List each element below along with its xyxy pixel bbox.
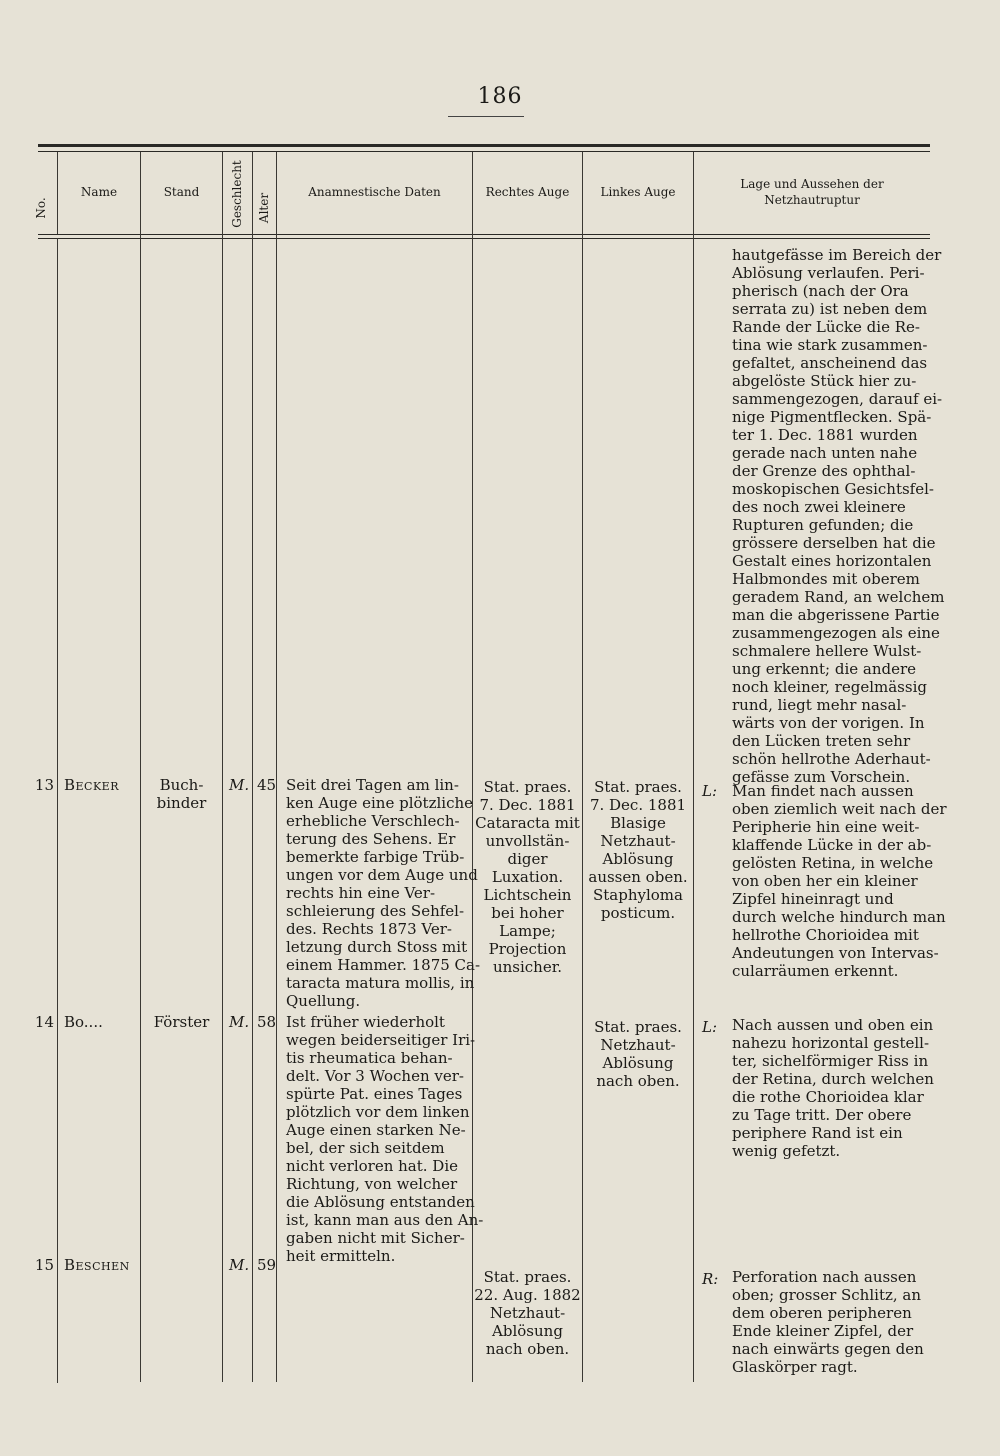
- row13-lage: [732, 782, 947, 980]
- linkes-auge-line: Stat. praes.: [594, 1018, 682, 1036]
- lage-line: ter, sichelförmiger Riss in: [732, 1052, 929, 1070]
- rechtes-auge-line: nach oben.: [485, 1340, 570, 1358]
- anamnese-line: des. Rechts 1873 Ver-: [286, 920, 452, 938]
- lage-line: nahezu horizontal gestell-: [732, 1034, 930, 1052]
- lage-line: zu Tage tritt. Der obere: [732, 1106, 912, 1124]
- anamnese-line: erhebliche Verschlech-: [286, 812, 460, 830]
- row15-sex: M.: [229, 1256, 250, 1274]
- row14-linkes-auge: [583, 1018, 693, 1090]
- anamnese-line: einem Hammer. 1875 Ca-: [286, 956, 481, 974]
- anamnese-line: bel, der sich seitdem: [286, 1139, 445, 1157]
- page-number-rule: [448, 116, 524, 117]
- row15-age: 59: [257, 1256, 277, 1274]
- page-number: 186: [477, 84, 523, 109]
- linkes-auge-line: Ablösung: [602, 1054, 674, 1072]
- lage-line: hellrothe Chorioidea mit: [732, 926, 919, 944]
- row14-no: 14: [34, 1013, 54, 1031]
- lage-line: nach einwärts gegen den: [732, 1340, 924, 1358]
- lage-line: Perforation nach aussen: [732, 1268, 917, 1286]
- linkes-auge-line: 7. Dec. 1881: [589, 796, 687, 814]
- header-rechtes-auge: Rechtes Auge: [485, 185, 570, 199]
- row14-side: L:: [702, 1018, 718, 1036]
- row15-name: Beschen: [64, 1256, 130, 1274]
- row15-side: R:: [702, 1270, 719, 1288]
- rechtes-auge-line: Lampe;: [499, 922, 556, 940]
- continuation-line: schön hellrothe Aderhaut-: [732, 750, 931, 768]
- linkes-auge-line: Staphyloma: [593, 886, 683, 904]
- anamnese-line: Auge einen starken Ne-: [286, 1121, 466, 1139]
- column-divider: [693, 152, 694, 1382]
- anamnese-line: die Ablösung entstanden: [286, 1193, 475, 1211]
- row13-age: 45: [257, 776, 277, 794]
- continuation-line: Ablösung verlaufen. Peri-: [732, 264, 925, 282]
- rechtes-auge-line: Luxation.: [491, 868, 564, 886]
- lage-line: periphere Rand ist ein: [732, 1124, 903, 1142]
- rechtes-auge-line: 22. Aug. 1882: [474, 1286, 581, 1304]
- table-header-rule: [38, 234, 930, 235]
- anamnese-line: ungen vor dem Auge und: [286, 866, 478, 884]
- anamnese-line: Seit drei Tagen am lin-: [286, 776, 459, 794]
- lage-line: cularräumen erkennt.: [732, 962, 899, 980]
- rechtes-auge-line: Cataracta mit: [475, 814, 580, 832]
- continuation-line: man die abgerissene Partie: [732, 606, 940, 624]
- row14-sex: M.: [229, 1013, 250, 1031]
- linkes-auge-line: nach oben.: [596, 1072, 680, 1090]
- lage-line: Ende kleiner Zipfel, der: [732, 1322, 914, 1340]
- rechtes-auge-line: Stat. praes.: [483, 1268, 572, 1286]
- lage-line: gelösten Retina, in welche: [732, 854, 934, 872]
- continuation-line: zusammengezogen als eine: [732, 624, 940, 642]
- anamnese-line: tis rheumatica behan-: [286, 1049, 453, 1067]
- row13-linkes-auge: [583, 778, 693, 922]
- anamnese-line: terung des Sehens. Er: [286, 830, 456, 848]
- header-lage: [694, 176, 930, 208]
- anamnese-line: plötzlich vor dem linken: [286, 1103, 470, 1121]
- continuation-line: des noch zwei kleinere: [732, 498, 906, 516]
- anamnese-line: heit ermitteln.: [286, 1247, 396, 1265]
- continuation-line: pherisch (nach der Ora: [732, 282, 909, 300]
- linkes-auge-line: Ablösung: [602, 850, 674, 868]
- continuation-line: serrata zu) ist neben dem: [732, 300, 928, 318]
- lage-line: Glaskörper ragt.: [732, 1358, 858, 1376]
- lage-line: durch welche hindurch man: [732, 908, 946, 926]
- lage-line: klaffende Lücke in der ab-: [732, 836, 932, 854]
- continuation-text: [732, 246, 945, 786]
- rechtes-auge-line: Ablösung: [492, 1322, 563, 1340]
- row14-lage: [732, 1016, 932, 1160]
- rechtes-auge-line: Stat. praes.: [483, 778, 572, 796]
- row13-rechtes-auge: [473, 778, 582, 976]
- anamnese-line: Richtung, von welcher: [286, 1175, 458, 1193]
- table-header-rule-thin: [38, 238, 930, 239]
- row13-name: Becker: [64, 776, 119, 794]
- continuation-line: gerade nach unten nahe: [732, 444, 918, 462]
- anamnese-line: wegen beiderseitiger Iri-: [286, 1031, 476, 1049]
- lage-line: oben ziemlich weit nach der: [732, 800, 947, 818]
- anamnese-line: letzung durch Stoss mit: [286, 938, 468, 956]
- rechtes-auge-line: Lichtschein: [483, 886, 572, 904]
- continuation-line: sammengezogen, darauf ei-: [732, 390, 943, 408]
- lage-line: dem oberen peripheren: [732, 1304, 912, 1322]
- anamnese-line: schleierung des Sehfel-: [286, 902, 465, 920]
- continuation-line: gefässe zum Vorschein.: [732, 768, 911, 786]
- anamnese-line: ist, kann man aus den An-: [286, 1211, 484, 1229]
- header-alter: Alter: [257, 192, 271, 224]
- continuation-line: der Grenze des ophthal-: [732, 462, 916, 480]
- row15-rechtes-auge: [473, 1268, 582, 1358]
- lage-line: Zipfel hineinragt und: [732, 890, 894, 908]
- anamnese-line: rechts hin eine Ver-: [286, 884, 436, 902]
- continuation-line: gefaltet, anscheinend das: [732, 354, 928, 372]
- rechtes-auge-line: Projection: [488, 940, 567, 958]
- row14-age: 58: [257, 1013, 277, 1031]
- continuation-line: ter 1. Dec. 1881 wurden: [732, 426, 918, 444]
- continuation-line: Halbmondes mit oberem: [732, 570, 920, 588]
- anamnese-line: taracta matura mollis, in: [286, 974, 475, 992]
- column-divider: [276, 152, 277, 1382]
- anamnese-line: nicht verloren hat. Die: [286, 1157, 459, 1175]
- column-divider: [252, 152, 253, 1382]
- header-name: Name: [80, 185, 118, 199]
- linkes-auge-line: aussen oben.: [588, 868, 688, 886]
- column-divider: [582, 152, 583, 1382]
- continuation-line: moskopischen Gesichtsfel-: [732, 480, 934, 498]
- continuation-line: schmalere hellere Wulst-: [732, 642, 922, 660]
- column-divider: [57, 238, 58, 1383]
- continuation-line: rund, liegt mehr nasal-: [732, 696, 907, 714]
- row13-anamnese: [286, 776, 481, 1010]
- column-divider: [222, 152, 223, 1382]
- linkes-auge-line: Blasige: [610, 814, 666, 832]
- row13-sex: M.: [229, 776, 250, 794]
- row14-anamnese: [286, 1013, 484, 1265]
- header-lage-line1: Lage und Aussehen der: [740, 177, 884, 191]
- lage-line: Peripherie hin eine weit-: [732, 818, 920, 836]
- table-top-rule-thin: [38, 151, 930, 152]
- rechtes-auge-line: diger: [507, 850, 548, 868]
- continuation-line: noch kleiner, regelmässig: [732, 678, 927, 696]
- lage-line: die rothe Chorioidea klar: [732, 1088, 924, 1106]
- row15-lage: [732, 1268, 932, 1376]
- lage-line: der Retina, durch welchen: [732, 1070, 934, 1088]
- continuation-line: nige Pigmentflecken. Spä-: [732, 408, 932, 426]
- row14-stand: [141, 1013, 222, 1031]
- rechtes-auge-line: unvollstän-: [485, 832, 570, 850]
- anamnese-line: Ist früher wiederholt: [286, 1013, 445, 1031]
- lage-line: Andeutungen von Intervas-: [732, 944, 939, 962]
- continuation-line: geradem Rand, an welchem: [732, 588, 945, 606]
- header-geschlecht: Geschlecht: [230, 160, 244, 228]
- row15-no: 15: [34, 1256, 54, 1274]
- rechtes-auge-line: bei hoher: [491, 904, 564, 922]
- stand-line: binder: [156, 794, 207, 812]
- header-anamnese: Anamnestische Daten: [308, 185, 441, 199]
- table-top-rule: [38, 144, 930, 147]
- lage-line: Nach aussen und oben ein: [732, 1016, 934, 1034]
- column-divider: [140, 152, 141, 1382]
- anamnese-line: bemerkte farbige Trüb-: [286, 848, 465, 866]
- header-lage-line2: Netzhautruptur: [764, 193, 860, 207]
- continuation-line: Gestalt eines horizontalen: [732, 552, 932, 570]
- rechtes-auge-line: 7. Dec. 1881: [479, 796, 576, 814]
- header-stand: Stand: [163, 185, 200, 199]
- header-no: No.: [34, 197, 48, 219]
- anamnese-line: spürte Pat. eines Tages: [286, 1085, 463, 1103]
- row13-no: 13: [34, 776, 54, 794]
- stand-line: Buch-: [159, 776, 204, 794]
- continuation-line: abgelöste Stück hier zu-: [732, 372, 917, 390]
- anamnese-line: gaben nicht mit Sicher-: [286, 1229, 465, 1247]
- rechtes-auge-line: Netzhaut-: [489, 1304, 566, 1322]
- linkes-auge-line: Netzhaut-: [600, 1036, 676, 1054]
- anamnese-line: Quellung.: [286, 992, 361, 1010]
- linkes-auge-line: Stat. praes.: [594, 778, 682, 796]
- lage-line: von oben her ein kleiner: [732, 872, 918, 890]
- row13-stand: [141, 776, 222, 812]
- row14-name: Bo....: [64, 1013, 103, 1031]
- linkes-auge-line: Netzhaut-: [600, 832, 676, 850]
- continuation-line: Rupturen gefunden; die: [732, 516, 914, 534]
- continuation-line: ung erkennt; die andere: [732, 660, 917, 678]
- lage-line: wenig gefetzt.: [732, 1142, 841, 1160]
- continuation-line: den Lücken treten sehr: [732, 732, 911, 750]
- lage-line: Man findet nach aussen: [732, 782, 914, 800]
- anamnese-line: delt. Vor 3 Wochen ver-: [286, 1067, 464, 1085]
- anamnese-line: ken Auge eine plötzliche: [286, 794, 474, 812]
- stand-line: Förster: [153, 1013, 210, 1031]
- lage-line: oben; grosser Schlitz, an: [732, 1286, 922, 1304]
- row13-side: L:: [702, 782, 718, 800]
- continuation-line: tina wie stark zusammen-: [732, 336, 928, 354]
- continuation-line: grössere derselben hat die: [732, 534, 936, 552]
- header-linkes-auge: Linkes Auge: [600, 185, 676, 199]
- rechtes-auge-line: unsicher.: [492, 958, 563, 976]
- continuation-line: Rande der Lücke die Re-: [732, 318, 920, 336]
- continuation-line: wärts von der vorigen. In: [732, 714, 925, 732]
- continuation-line: hautgefässe im Bereich der: [732, 246, 942, 264]
- linkes-auge-line: posticum.: [600, 904, 676, 922]
